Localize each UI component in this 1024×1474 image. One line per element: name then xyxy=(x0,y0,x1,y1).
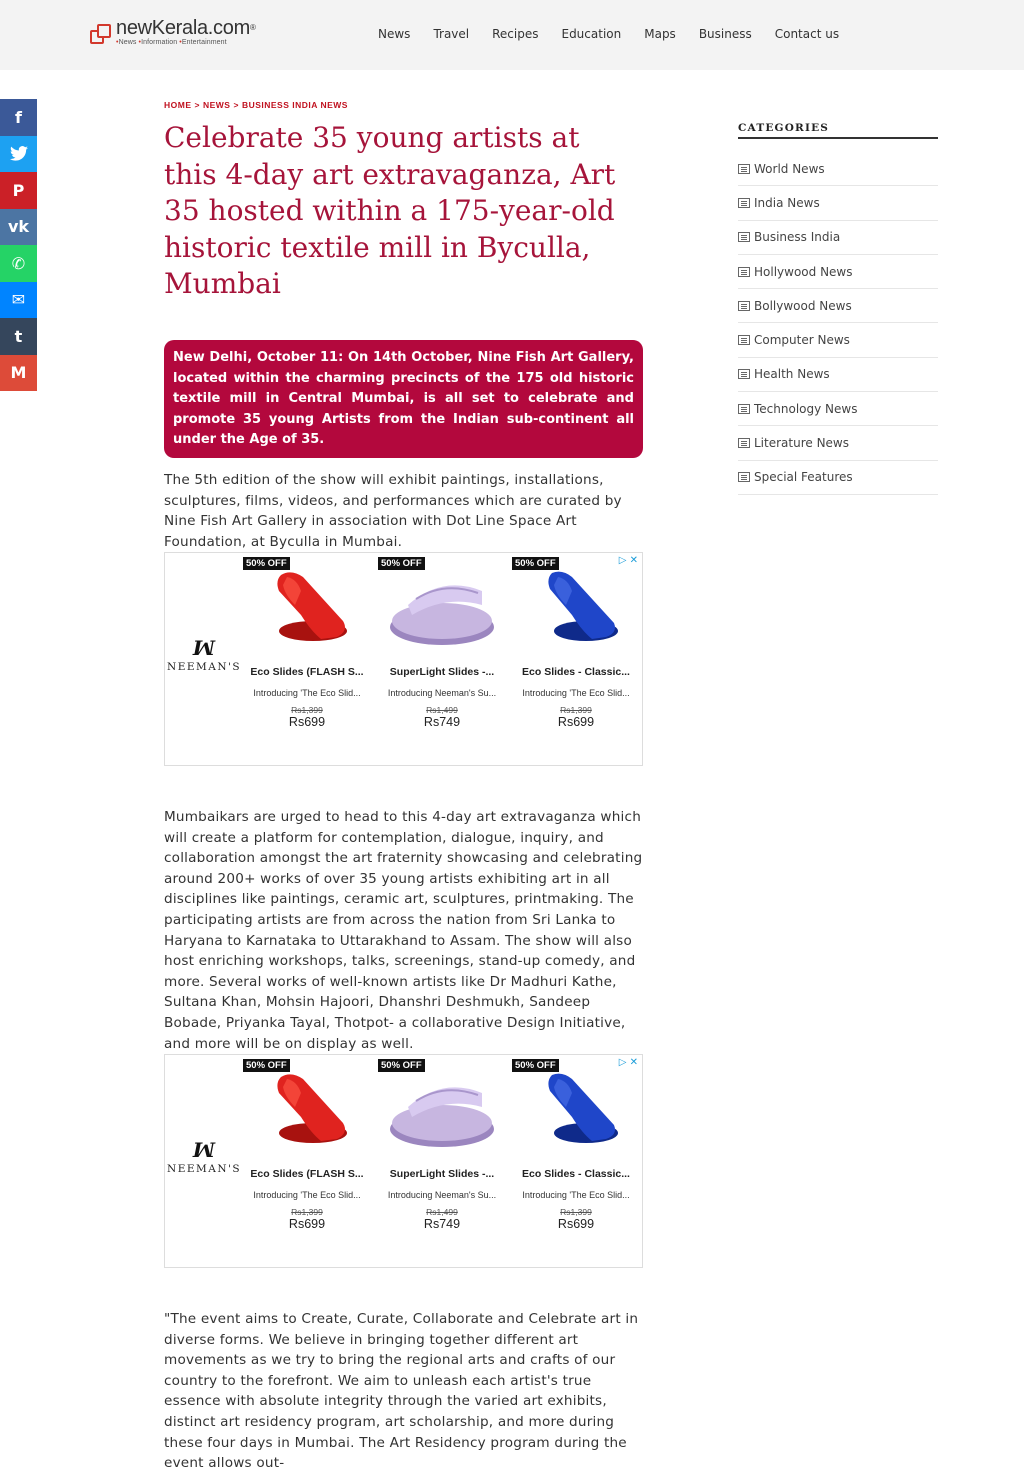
article-lead: New Delhi, October 11: On 14th October, Nine Fish Art Gallery, located within the charming precincts of the 175 old historic textile mill in Central Mumbai, is all set to celebrate and promote 35 young Artists from the Indian sub-continent all under the Age of 35. xyxy=(164,340,643,458)
gmail-icon[interactable]: M xyxy=(0,355,37,392)
nav-contact-us[interactable]: Contact us xyxy=(774,27,840,41)
article-paragraph: The 5th edition of the show will exhibit paintings, installations, sculptures, films, videos, and performances which are curated by Nine Fish Art Gallery in association with Dot Line Space Art Foundation, at Byculla in Mumbai. xyxy=(164,472,622,550)
categories-heading: CATEGORIES xyxy=(738,122,938,139)
newspaper-icon xyxy=(738,267,750,277)
discount-badge: 50% OFF xyxy=(378,1059,425,1072)
brand-logo-icon: ꟽ xyxy=(192,1138,216,1162)
logo-wordmark: newKerala.com® xyxy=(116,17,256,39)
category-item[interactable]: World News xyxy=(738,152,938,186)
main-nav xyxy=(378,27,862,41)
category-item[interactable]: Technology News xyxy=(738,392,938,426)
whatsapp-icon[interactable]: ✆ xyxy=(0,245,37,282)
slide-sandal-image xyxy=(251,1067,363,1153)
category-item[interactable]: India News xyxy=(738,186,938,220)
newspaper-icon xyxy=(738,164,750,174)
breadcrumb: HOME > NEWS > BUSINESS INDIA NEWS xyxy=(164,100,348,110)
discount-badge: 50% OFF xyxy=(512,557,559,570)
discount-badge: 50% OFF xyxy=(378,557,425,570)
newspaper-icon xyxy=(738,404,750,414)
slide-sandal-image xyxy=(520,565,632,651)
nav-education[interactable]: Education xyxy=(561,27,622,41)
site-logo[interactable] xyxy=(88,18,256,50)
category-item[interactable]: Hollywood News xyxy=(738,255,938,289)
nav-business[interactable]: Business xyxy=(698,27,752,41)
nav-maps[interactable]: Maps xyxy=(644,27,676,41)
category-item[interactable]: Bollywood News xyxy=(738,289,938,323)
brand-logo-icon: ꟽ xyxy=(192,636,216,660)
adchoices-icon[interactable]: ▷ ✕ xyxy=(618,555,638,566)
pinterest-icon[interactable]: P xyxy=(0,172,37,209)
breadcrumb-business-india-news[interactable]: BUSINESS INDIA NEWS xyxy=(241,100,348,110)
site-header xyxy=(0,0,1024,70)
ad-product[interactable]: 50% OFF Eco Slides - Classic... Introducing 'The Eco Slid... Rs1,399 Rs699 xyxy=(512,555,640,735)
newspaper-icon xyxy=(738,438,750,448)
facebook-icon[interactable]: f xyxy=(0,99,37,136)
messenger-icon[interactable]: ✉ xyxy=(0,282,37,319)
logo-icon xyxy=(88,22,114,48)
slide-sandal-image xyxy=(251,565,363,651)
article-headline: Celebrate 35 young artists at this 4-day art extravaganza, Art 35 hosted within a 175-year-old historic textile mill in Byculla, Mumbai xyxy=(164,121,616,300)
ad-brand[interactable]: ꟽ NEEMAN'S xyxy=(167,636,242,673)
categories-list xyxy=(738,152,938,495)
category-item[interactable]: Special Features xyxy=(738,461,938,495)
breadcrumb-home[interactable]: HOME xyxy=(164,100,192,110)
newspaper-icon xyxy=(738,301,750,311)
nav-news[interactable]: News xyxy=(378,27,411,41)
adchoices-icon[interactable]: ▷ ✕ xyxy=(618,1057,638,1068)
nav-travel[interactable]: Travel xyxy=(433,27,470,41)
ad-product[interactable]: 50% OFF Eco Slides - Classic... Introducing 'The Eco Slid... Rs1,399 Rs699 xyxy=(512,1057,640,1237)
ad-product[interactable]: 50% OFF Eco Slides (FLASH S... Introducing 'The Eco Slid... Rs1,399 Rs699 xyxy=(243,1057,371,1237)
ad-banner[interactable] xyxy=(164,552,643,766)
tumblr-icon[interactable]: t xyxy=(0,318,37,355)
share-bar xyxy=(0,99,37,391)
ad-banner[interactable] xyxy=(164,1054,643,1268)
newspaper-icon xyxy=(738,232,750,242)
slide-sandal-image xyxy=(520,1067,632,1153)
ad-product[interactable]: 50% OFF SuperLight Slides -... Introducing Neeman's Su... Rs1,499 Rs749 xyxy=(378,1057,506,1237)
vk-icon[interactable]: vk xyxy=(0,209,37,246)
slide-sandal-image xyxy=(386,1067,498,1153)
logo-tagline: •News •Information •Entertainment xyxy=(116,39,227,46)
ad-brand[interactable]: ꟽ NEEMAN'S xyxy=(167,1138,242,1175)
newspaper-icon xyxy=(738,335,750,345)
category-item[interactable]: Computer News xyxy=(738,323,938,357)
article-paragraph: "The event aims to Create, Curate, Collaborate and Celebrate art in diverse forms. We believe in bringing together different art movements as we try to bring the regional arts and crafts of our country to the forefront. We aim to unleash each artist's true essence with absolute integrity through the varied art exhibits, distinct art residency program, art scholarship, and more during these four days in Mumbai. The Art Residency program during the event allows out- xyxy=(164,1311,639,1472)
newspaper-icon xyxy=(738,369,750,379)
ad-product[interactable]: 50% OFF SuperLight Slides -... Introducing Neeman's Su... Rs1,499 Rs749 xyxy=(378,555,506,735)
category-item[interactable]: Health News xyxy=(738,358,938,392)
twitter-icon[interactable] xyxy=(0,136,37,173)
article-paragraph: Mumbaikars are urged to head to this 4-day art extravaganza which will create a platform for contemplation, dialogue, inquiry, and collaboration amongst the art fraternity showcasing and celebrating around 200+ works of over 35 young artists exhibiting art in all disciplines like paintings, ceramic art, sculptures, printmaking. The participating artists are from across the nation from Sri Lanka to Haryana to Karnataka to Uttarakhand to Assam. The show will also host enriching workshops, talks, screenings, stand-up comedy, and more. Several works of well-known artists like Dr Madhuri Kathe, Sultana Khan, Mohsin Hajoori, Dhanshri Deshmukh, Sandeep Bobade, Priyanka Tayal, Thotpot- a collaborative Design Initiative, and more will be on display as well. xyxy=(164,809,643,1052)
nav-recipes[interactable]: Recipes xyxy=(492,27,539,41)
category-item[interactable]: Business India xyxy=(738,221,938,255)
newspaper-icon xyxy=(738,472,750,482)
ad-product[interactable]: 50% OFF Eco Slides (FLASH S... Introducing 'The Eco Slid... Rs1,399 Rs699 xyxy=(243,555,371,735)
category-item[interactable]: Literature News xyxy=(738,426,938,460)
slide-sandal-image xyxy=(386,565,498,651)
newspaper-icon xyxy=(738,198,750,208)
breadcrumb-news[interactable]: NEWS xyxy=(202,100,231,110)
discount-badge: 50% OFF xyxy=(512,1059,559,1072)
discount-badge: 50% OFF xyxy=(243,1059,290,1072)
discount-badge: 50% OFF xyxy=(243,557,290,570)
